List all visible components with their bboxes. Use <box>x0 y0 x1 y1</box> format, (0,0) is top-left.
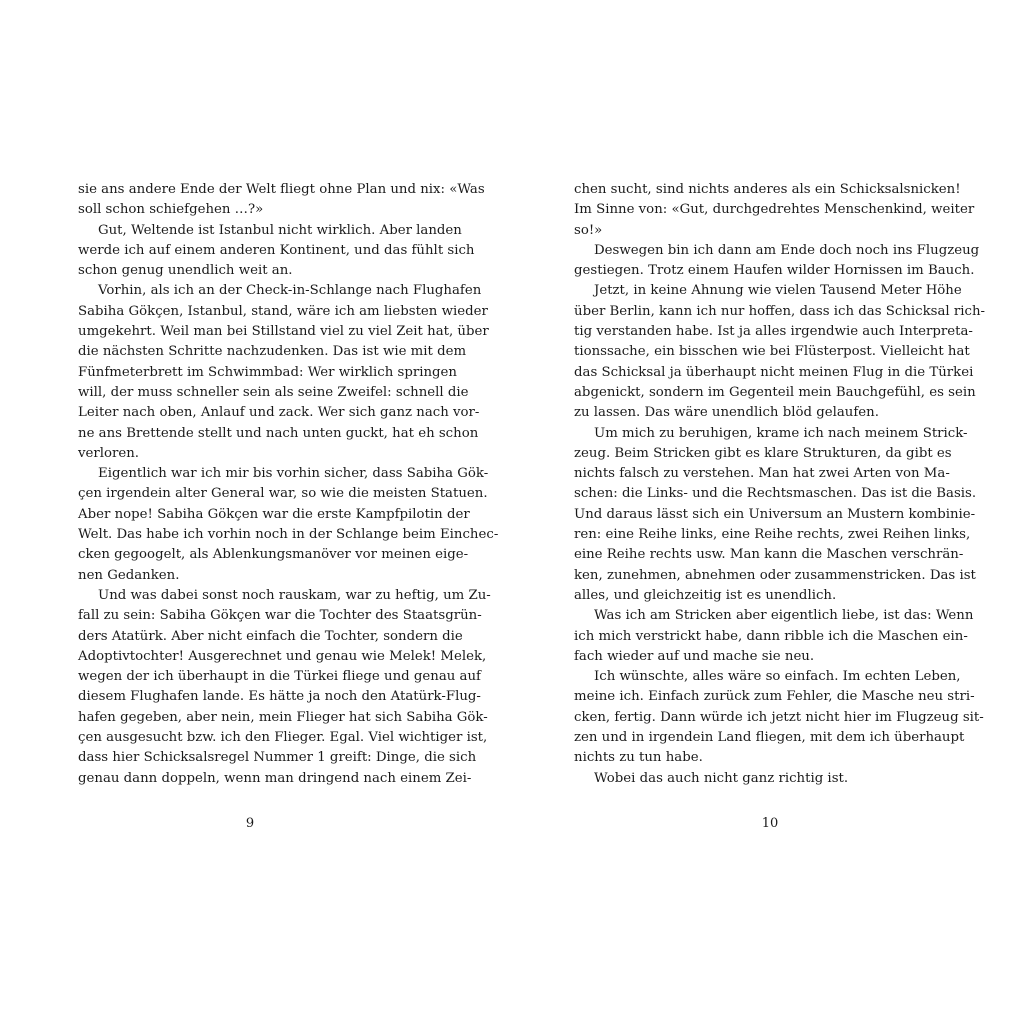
text-line: verloren. <box>78 445 140 461</box>
text-line: schon genug unendlich weit an. <box>78 263 293 279</box>
text-line: schen: die Links- und die Rechtsmaschen. Das ist die Basis. <box>574 486 977 502</box>
text-line: wegen der ich überhaupt in die Türkei fliege und genau auf <box>78 669 481 685</box>
text-line: fall zu sein: Sabiha Gökçen war die Tochter des Staatsgrün- <box>78 608 482 624</box>
text-line: cken, fertig. Dann würde ich jetzt nicht hier im Flugzeug sit- <box>574 709 984 725</box>
text-line: ders Atatürk. Aber nicht einfach die Tochter, sondern die <box>78 628 463 644</box>
page-number-left: 9 <box>245 816 255 831</box>
text-line: eine Reihe rechts usw. Man kann die Maschen verschrän- <box>574 547 964 563</box>
text-line: Was ich am Stricken aber eigentlich liebe, ist das: Wenn <box>594 608 974 624</box>
text-line: Vorhin, als ich an der Check-in-Schlange nach Flughafen <box>98 283 482 299</box>
text-line: Deswegen bin ich dann am Ende doch noch ins Flugzeug <box>594 242 980 258</box>
text-line: Ich wünschte, alles wäre so einfach. Im echten Leben, <box>594 669 961 685</box>
text-line: Adoptivtochter! Ausgerechnet und genau wie Melek! Melek, <box>78 648 487 664</box>
left-page-text <box>78 180 499 789</box>
text-line: Gut, Weltende ist Istanbul nicht wirklich. Aber landen <box>98 222 462 238</box>
text-line: Um mich zu beruhigen, krame ich nach meinem Strick- <box>594 425 968 441</box>
text-line: soll schon schiefgehen …?» <box>78 202 264 218</box>
text-line: die nächsten Schritte nachzudenken. Das ist wie mit dem <box>78 344 467 360</box>
text-line: so!» <box>574 222 603 238</box>
text-line: meine ich. Einfach zurück zum Fehler, die Masche neu stri- <box>574 689 975 705</box>
text-line: zen und in irgendein Land fliegen, mit dem ich überhaupt <box>574 730 965 746</box>
text-line: Wobei das auch nicht ganz richtig ist. <box>594 770 849 786</box>
text-line: dass hier Schicksalsregel Nummer 1 greift: Dinge, die sich <box>78 750 477 766</box>
text-line: zeug. Beim Stricken gibt es klare Strukturen, da gibt es <box>574 445 952 461</box>
text-line: genau dann doppeln, wenn man dringend nach einem Zei- <box>78 770 472 786</box>
text-line: gestiegen. Trotz einem Haufen wilder Hornissen im Bauch. <box>574 263 975 279</box>
text-line: çen irgendein alter General war, so wie die meisten Statuen. <box>78 486 488 502</box>
text-line: will, der muss schneller sein als seine Zweifel: schnell die <box>78 384 469 400</box>
text-line: Jetzt, in keine Ahnung wie vielen Tausend Meter Höhe <box>594 283 962 299</box>
text-line: ren: eine Reihe links, eine Reihe rechts, zwei Reihen links, <box>574 527 971 543</box>
text-line: Aber nope! Sabiha Gökçen war die erste Kampfpilotin der <box>78 506 470 522</box>
text-line: fach wieder auf und mache sie neu. <box>574 648 815 664</box>
text-line: zu lassen. Das wäre unendlich blöd gelaufen. <box>574 405 879 421</box>
text-line: diesem Flughafen lande. Es hätte ja noch den Atatürk-Flug- <box>78 689 481 705</box>
text-line: Fünfmeterbrett im Schwimmbad: Wer wirklich springen <box>78 364 457 380</box>
text-line: nichts zu tun habe. <box>574 750 703 766</box>
text-line: Und was dabei sonst noch rauskam, war zu heftig, um Zu- <box>98 587 491 603</box>
text-line: hafen gegeben, aber nein, mein Flieger hat sich Sabiha Gök- <box>78 709 488 725</box>
text-line: über Berlin, kann ich nur hoffen, dass ich das Schicksal rich- <box>574 303 986 319</box>
text-line: tig verstanden habe. Ist ja alles irgendwie auch Interpreta- <box>574 324 973 340</box>
text-line: abgenickt, sondern im Gegenteil mein Bauchgefühl, es sein <box>574 384 976 400</box>
text-line: Sabiha Gökçen, Istanbul, stand, wäre ich am liebsten wieder <box>78 303 488 319</box>
text-line: umgekehrt. Weil man bei Stillstand viel zu viel Zeit hat, über <box>78 324 489 340</box>
right-page <box>574 180 986 789</box>
text-line: nichts falsch zu verstehen. Man hat zwei Arten von Ma- <box>574 466 950 482</box>
text-line: sie ans andere Ende der Welt fliegt ohne Plan und nix: «Was <box>78 182 485 197</box>
text-line: werde ich auf einem anderen Kontinent, und das fühlt sich <box>78 242 475 258</box>
text-line: chen sucht, sind nichts anderes als ein Schicksalsnicken! <box>574 182 961 197</box>
right-page-text <box>574 180 986 789</box>
page-number-right: 10 <box>761 816 779 831</box>
text-line: Welt. Das habe ich vorhin noch in der Schlange beim Einchec- <box>78 527 499 543</box>
left-page <box>78 180 499 789</box>
text-line: Und daraus lässt sich ein Universum an Mustern kombinie- <box>574 506 976 522</box>
text-line: ne ans Brettende stellt und nach unten guckt, hat eh schon <box>78 425 479 441</box>
text-line: alles, und gleichzeitig ist es unendlich. <box>574 587 837 603</box>
text-line: Eigentlich war ich mir bis vorhin sicher, dass Sabiha Gök- <box>98 466 489 482</box>
text-line: çen ausgesucht bzw. ich den Flieger. Egal. Viel wichtiger ist, <box>78 730 488 746</box>
text-line: das Schicksal ja überhaupt nicht meinen Flug in die Türkei <box>574 364 974 380</box>
text-line: ich mich verstrickt habe, dann ribble ich die Maschen ein- <box>574 628 968 644</box>
text-line: nen Gedanken. <box>78 567 180 583</box>
text-line: Leiter nach oben, Anlauf und zack. Wer sich ganz nach vor- <box>78 405 480 421</box>
text-line: cken gegoogelt, als Ablenkungsmanöver vor meinen eige- <box>78 547 469 563</box>
text-line: tionssache, ein bisschen wie bei Flüsterpost. Vielleicht hat <box>574 344 970 360</box>
text-line: Im Sinne von: «Gut, durchgedrehtes Menschenkind, weiter <box>574 202 975 218</box>
text-line: ken, zunehmen, abnehmen oder zusammenstricken. Das ist <box>574 567 976 583</box>
